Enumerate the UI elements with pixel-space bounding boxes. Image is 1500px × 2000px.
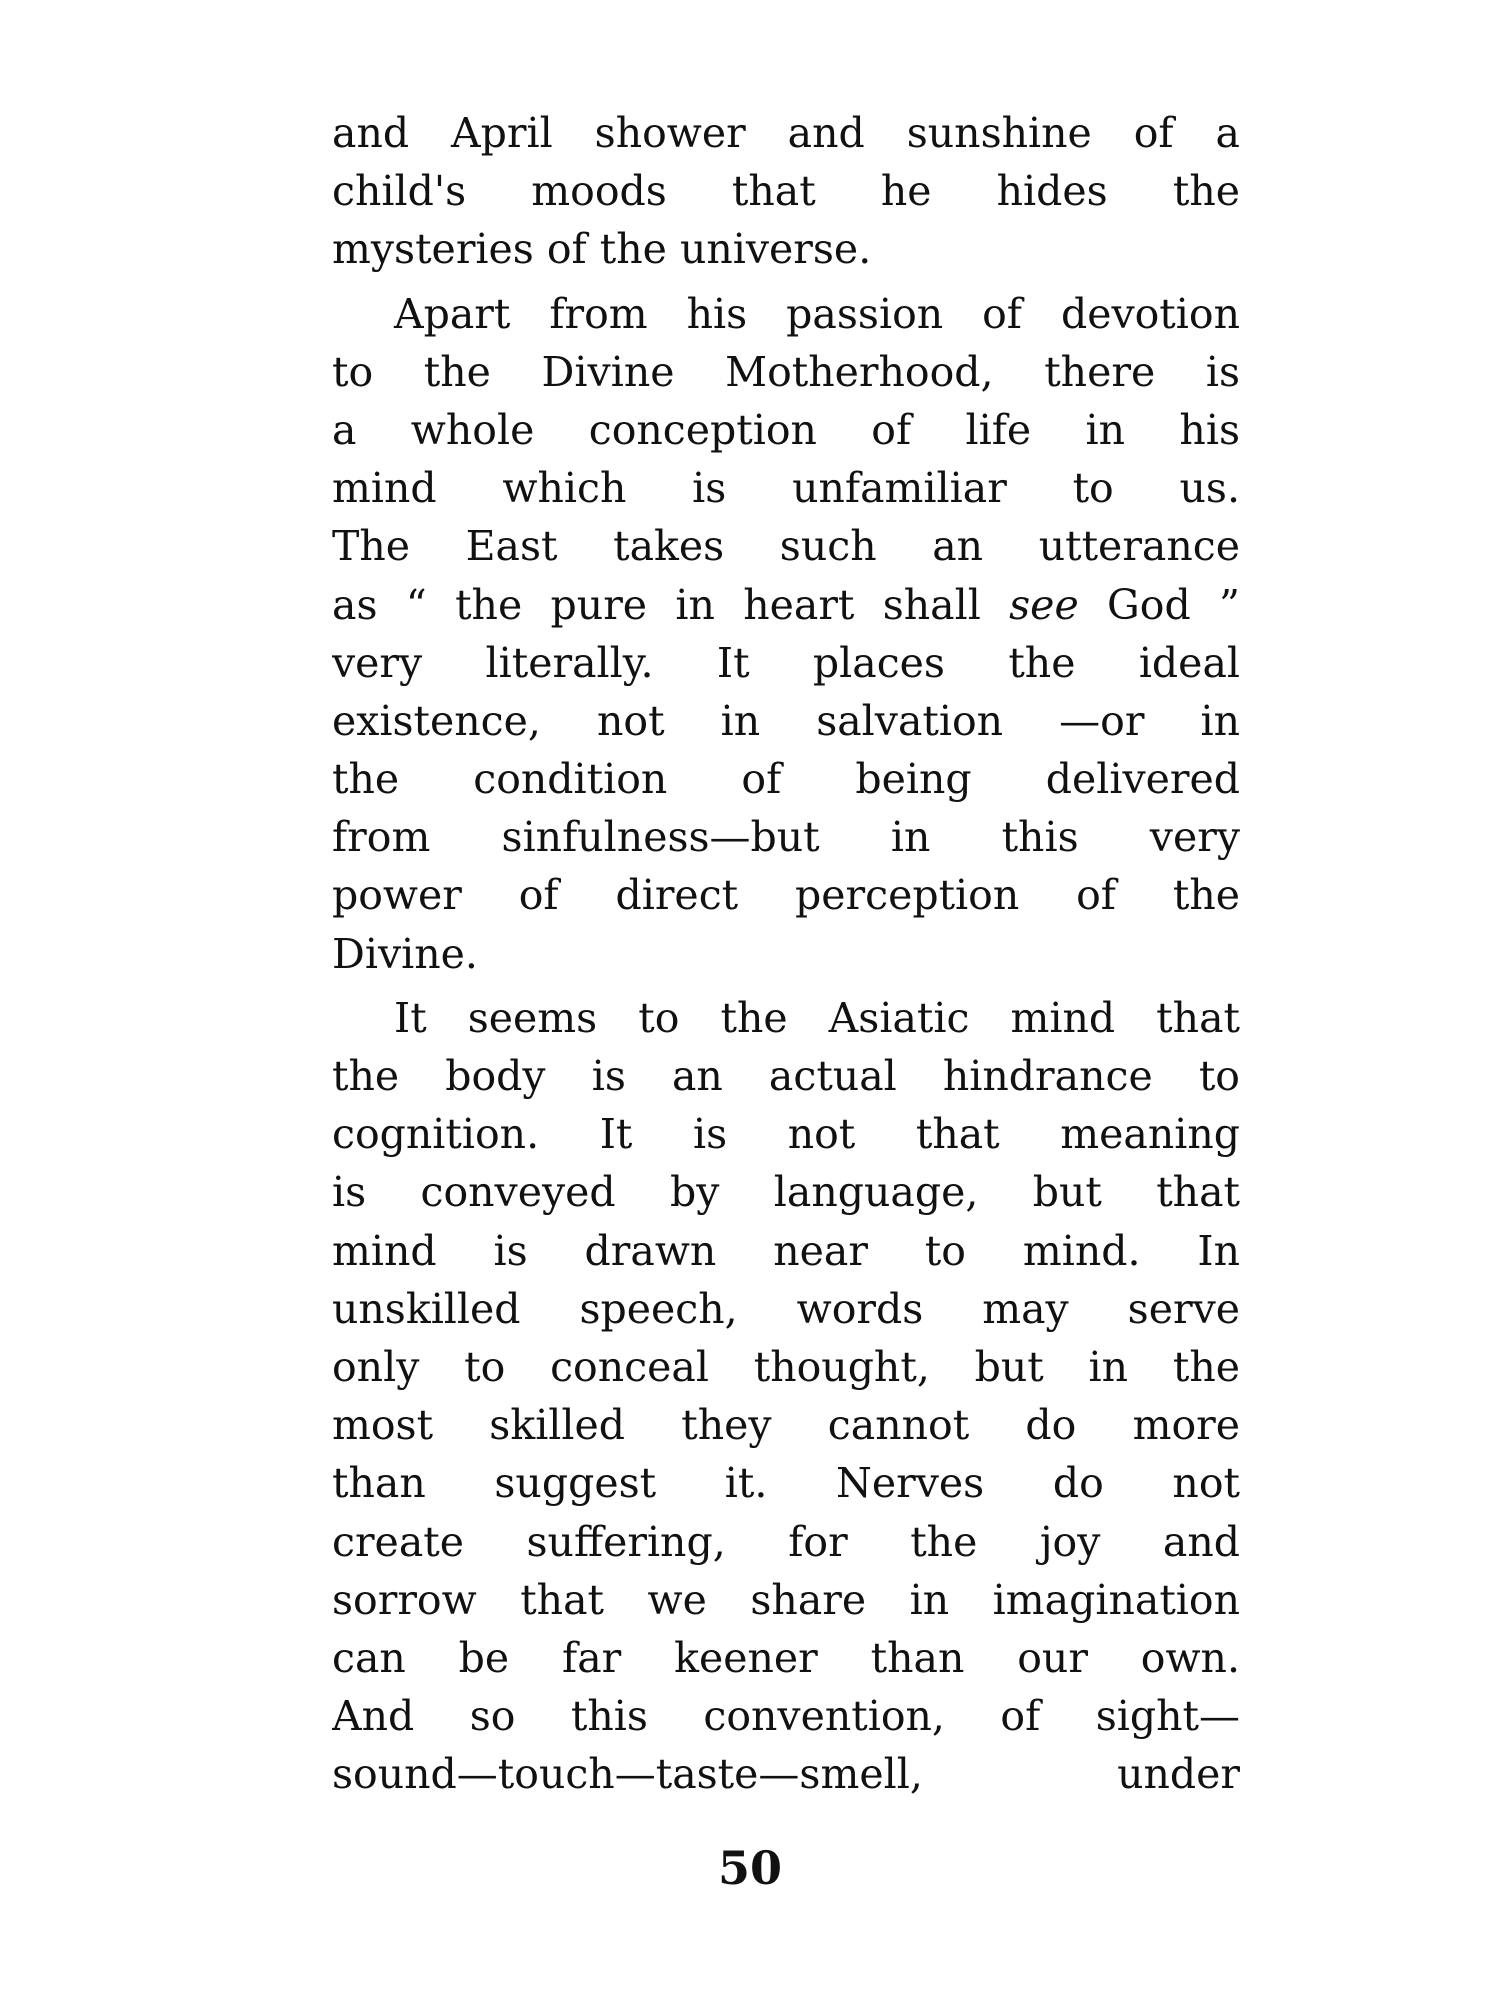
text-line: than suggest it. Nerves do not — [332, 1459, 1240, 1508]
text-line: mind which is unfamiliar to us. — [332, 464, 1240, 513]
text-line: unskilled speech, words may serve — [332, 1284, 1240, 1333]
text-line: the body is an actual hindrance to — [332, 1052, 1240, 1100]
text-line: as “ the pure in heart shall see God ” — [332, 580, 1240, 629]
text-line: cognition. It is not that meaning — [332, 1110, 1240, 1159]
text-line: is conveyed by language, but that — [332, 1168, 1240, 1217]
text-line: sound—touch—taste—smell, under — [332, 1750, 1240, 1799]
text-line: Divine. — [332, 929, 478, 978]
text-line: child's moods that he hides the — [332, 167, 1240, 216]
text-line: sorrow that we share in imagination — [332, 1575, 1240, 1624]
text-line: And so this convention, of sight— — [332, 1692, 1240, 1741]
text-line: the condition of being delivered — [332, 755, 1240, 804]
page-number: 50 — [717, 1841, 782, 1895]
text-line: mysteries of the universe. — [332, 225, 872, 274]
text-line: a whole conception of life in his — [332, 405, 1240, 454]
text-line: very literally. It places the ideal — [332, 638, 1240, 687]
text-line: existence, not in salvation —or in — [332, 696, 1240, 745]
text-line: to the Divine Motherhood, there is — [332, 347, 1240, 396]
text-line: The East takes such an utterance — [332, 522, 1240, 571]
text-line: Apart from his passion of devotion — [394, 289, 1240, 338]
text-line: from sinfulness—but in this very — [332, 813, 1240, 862]
text-line: can be far keener than our own. — [332, 1633, 1240, 1682]
text-line: power of direct perception of the — [332, 871, 1240, 920]
text-line: and April shower and sunshine of a — [332, 109, 1240, 157]
text-line: most skilled they cannot do more — [332, 1401, 1240, 1450]
text-line: It seems to the Asiatic mind that — [394, 993, 1240, 1042]
text-line: only to conceal thought, but in the — [332, 1342, 1240, 1391]
text-line: create suffering, for the joy and — [332, 1517, 1240, 1566]
text-line: mind is drawn near to mind. In — [332, 1226, 1240, 1275]
body-text — [332, 104, 1240, 1803]
